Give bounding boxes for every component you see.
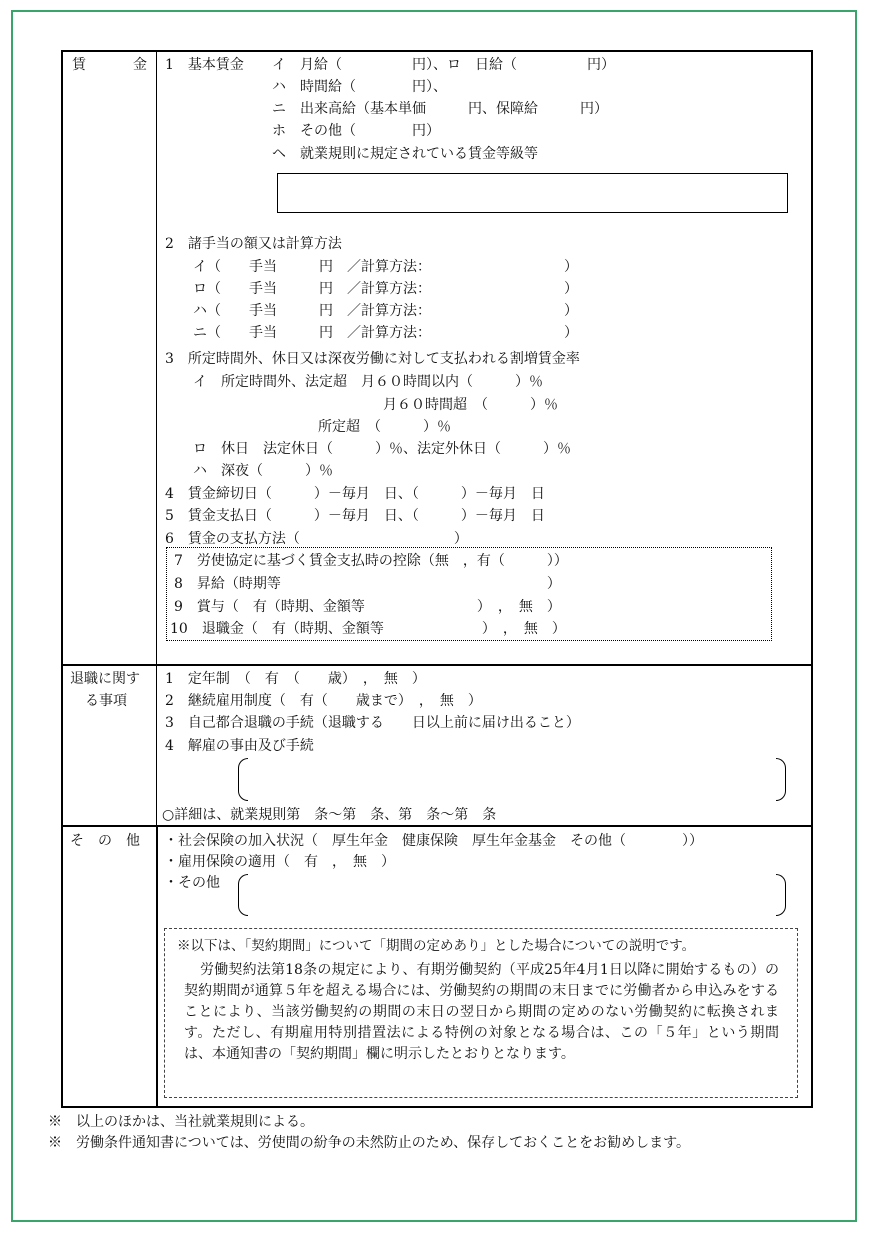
header-column-divider-others — [156, 826, 158, 1107]
premium-scheduled-over: 所定超 （ ）％ — [318, 419, 451, 435]
continued-employment: 2 継続雇用制度（ 有（ 歳まで） ， 無 ） — [165, 693, 482, 709]
table-top-border — [61, 50, 813, 52]
rules-detail: ○詳細は、就業規則第 条～第 条、第 条～第 条 — [162, 807, 497, 823]
wages-header-char-1: 賃 — [72, 57, 86, 73]
wage-grade-input-box[interactable] — [277, 173, 788, 213]
footer-note-2: ※ 労働条件通知書については、労使間の紛争の未然防止のため、保存しておくことをお勧めします。 — [48, 1135, 691, 1151]
other-bracket-left — [238, 874, 248, 916]
table-right-border — [811, 50, 813, 1108]
wage-payment-day: 5 賃金支払日（ ）－毎月 日、（ ）－毎月 日 — [165, 508, 545, 524]
allowance-row-ro: ロ（ 手当 円 ／計算方法： ） — [193, 281, 578, 297]
retirement-header-line2: る事項 — [85, 693, 127, 709]
header-column-divider — [156, 50, 157, 826]
note-body: 労働契約法第18条の規定により、有期労働契約（平成25年4月1日以降に開始するもの）の契約期間が通算５年を超える場合には、労働契約の期間の末日までに労働者から申込みをすることにより、当該労働契約の期間の末日の翌日から期間の定めのない労働契約に転換されます。ただし、有期雇用特別措置法による特例の対象となる場合は、この「５年」という期間は、本通知書の「契約期間」欄に明示したとおりとなります。 — [184, 962, 779, 1062]
note-title: ※以下は、「契約期間」について「期間の定めあり」とした場合についての説明です。 — [177, 938, 696, 954]
allowances-label: 2 諸手当の額又は計算方法 — [165, 236, 342, 252]
bonus: 9 賞与（ 有（時期、金額等 ） ， 無 ） — [174, 599, 561, 615]
mandatory-retirement: 1 定年制 （ 有 （ 歳） ， 無 ） — [165, 671, 426, 687]
others-header: そ の 他 — [70, 833, 140, 849]
retirement-header-line1: 退職に関す — [70, 671, 140, 687]
dismissal-bracket-right — [776, 758, 786, 801]
premium-overtime-60-over: 月６０時間超 （ ）％ — [383, 397, 558, 413]
social-insurance: ・社会保険の加入状況（ 厚生年金 健康保険 厚生年金基金 その他（ ）） — [164, 833, 703, 849]
table-bottom-border — [61, 1106, 813, 1108]
section-divider-others — [61, 825, 813, 827]
deduction-agreement: 7 労使協定に基づく賃金支払時の控除（無 ，有（ ）） — [174, 553, 568, 569]
dismissal-bracket-left — [238, 758, 248, 801]
allowance-row-ha: ハ（ 手当 円 ／計算方法： ） — [193, 303, 578, 319]
footer-note-1: ※ 以上のほかは、当社就業規則による。 — [48, 1114, 314, 1130]
other-bracket-right — [776, 874, 786, 916]
others-other: ・その他 — [164, 875, 220, 891]
base-wage-label: 1 基本賃金 — [165, 57, 244, 73]
dismissal-reasons: 4 解雇の事由及び手続 — [165, 738, 314, 754]
allowance-row-i: イ（ 手当 円 ／計算方法： ） — [193, 259, 578, 275]
base-wage-monthly-daily: イ 月給（ 円）、ロ 日給（ 円） — [272, 57, 615, 73]
employment-insurance: ・雇用保険の適用（ 有 ， 無 ） — [164, 854, 395, 870]
wage-closing-day: 4 賃金締切日（ ）－毎月 日、（ ）－毎月 日 — [165, 486, 545, 502]
premium-holiday: ロ 休日 法定休日（ ）％、法定外休日（ ）％ — [193, 441, 571, 457]
premium-overtime-60-within: イ 所定時間外、法定超 月６０時間以内（ ）％ — [193, 374, 543, 390]
wages-header-char-2: 金 — [133, 57, 147, 73]
base-wage-grade: ヘ 就業規則に規定されている賃金等級等 — [272, 146, 538, 162]
allowance-row-ni: ニ（ 手当 円 ／計算方法： ） — [193, 325, 578, 341]
premium-night: ハ 深夜（ ）％ — [193, 463, 333, 479]
premium-rate-label: 3 所定時間外、休日又は深夜労働に対して支払われる割増賃金率 — [165, 351, 580, 367]
wage-payment-method: 6 賃金の支払方法（ ） — [165, 531, 468, 547]
voluntary-resignation: 3 自己都合退職の手続（退職する 日以上前に届け出ること） — [165, 715, 580, 731]
base-wage-piece-rate: ニ 出来高給（基本単価 円、保障給 円） — [272, 101, 608, 117]
retirement-allowance: 10 退職金（ 有（時期、金額等 ） ， 無 ） — [170, 621, 566, 637]
base-wage-other: ホ その他（ 円） — [272, 123, 440, 139]
section-divider-retirement — [61, 664, 813, 666]
table-left-border — [61, 50, 63, 1108]
base-wage-hourly: ハ 時間給（ 円）、 — [272, 79, 447, 95]
pay-raise: 8 昇給（時期等 ） — [174, 576, 561, 592]
